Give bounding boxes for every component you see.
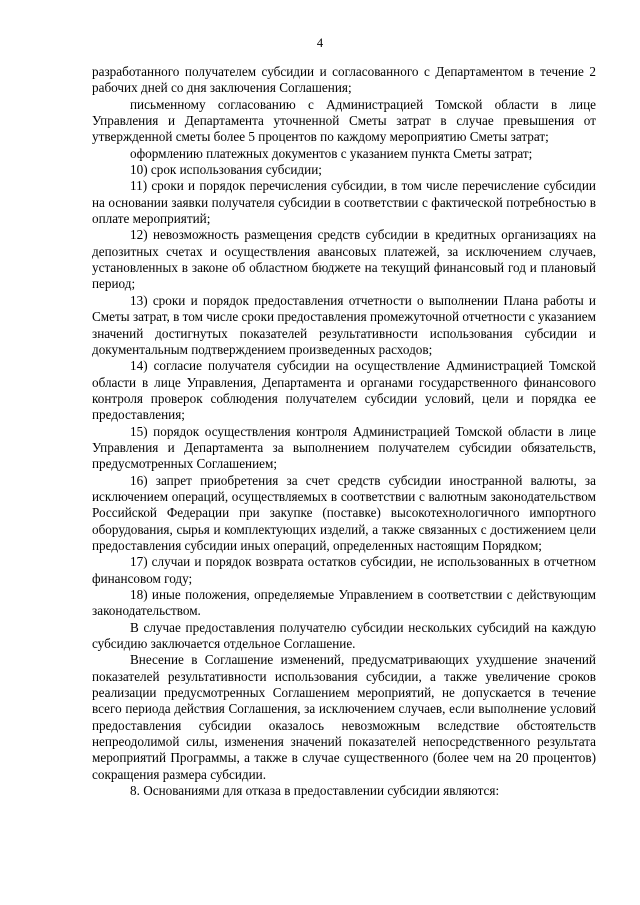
paragraph: 11) сроки и порядок перечисления субсидии, в том числе перечисление субсидии на основании заявки получателя субсидии в соответствии с фактической потребностью в оплате мероприятий; xyxy=(92,178,596,227)
paragraph: 14) согласие получателя субсидии на осуществление Администрацией Томской области в лице Управления, Департамента и органами государственного финансового контроля проверок соблюдения получателем субсидии условий, цели и порядка ее предоставления; xyxy=(92,358,596,423)
paragraph: 8. Основаниями для отказа в предоставлении субсидии являются: xyxy=(130,783,500,799)
paragraph: Внесение в Соглашение изменений, предусматривающих ухудшение значений показателей результативности использования субсидии, а также увеличение сроков реализации предусмотренных Соглашением мероприятий, не допускается в течение всего периода действия Соглашения, за исключением случаев, если выполнение условий предоставления субсидии оказалось невозможным вследствие обстоятельств непреодолимой силы, изменения значений показателей непосредственного результата мероприятий Программы, а также в случае существенного (более чем на 20 процентов) сокращения размера субсидии. xyxy=(92,652,596,782)
paragraph: 13) сроки и порядок предоставления отчетности о выполнении Плана работы и Сметы затрат, в том числе сроки предоставления промежуточной отчетности с указанием значений достигнутых показателей результативности использования субсидии и документальным подтверждением произведенных расходов; xyxy=(92,292,596,357)
paragraph: 15) порядок осуществления контроля Администрацией Томской области в лице Управления и Департамента за выполнением получателем субсидии обязательств, предусмотренных Соглашением; xyxy=(92,423,596,472)
paragraph: 10) срок использования субсидии; xyxy=(130,162,322,178)
paragraph: разработанного получателем субсидии и согласованного с Департаментом в течение 2 рабочих дней со дня заключения Соглашения; xyxy=(92,64,596,96)
paragraph: оформлению платежных документов с указанием пункта Сметы затрат; xyxy=(130,145,533,161)
paragraph: 18) иные положения, определяемые Управлением в соответствии с действующим законодательством. xyxy=(92,587,596,619)
paragraph: В случае предоставления получателю субсидии нескольких субсидий на каждую субсидию заключается отдельное Соглашение. xyxy=(92,619,596,652)
paragraph: 12) невозможность размещения средств субсидии в кредитных организациях на депозитных счетах и осуществления авансовых платежей, за исключением случаев, установленных в законе об областном бюджете на текущий финансовый год и плановый период; xyxy=(92,227,596,292)
page-number: 4 xyxy=(316,36,324,50)
paragraph: 17) случаи и порядок возврата остатков субсидии, не использованных в отчетном финансовом году; xyxy=(92,554,596,586)
paragraph: 16) запрет приобретения за счет средств субсидии иностранной валюты, за исключением операций, осуществляемых в соответствии с валютным законодательством Российской Федерации при закупке (поставке) высокотехнологичного импортного оборудования, сырья и комплектующих изделий, а также связанных с достижением цели предоставления субсидии иных операций, определенных настоящим Порядком; xyxy=(92,472,596,553)
paragraph: письменному согласованию с Администрацией Томской области в лице Управления и Департамента уточненной Сметы затрат в случае превышения от утвержденной сметы более 5 процентов по каждому мероприятию Сметы затрат; xyxy=(92,96,596,145)
document-body xyxy=(92,64,596,799)
